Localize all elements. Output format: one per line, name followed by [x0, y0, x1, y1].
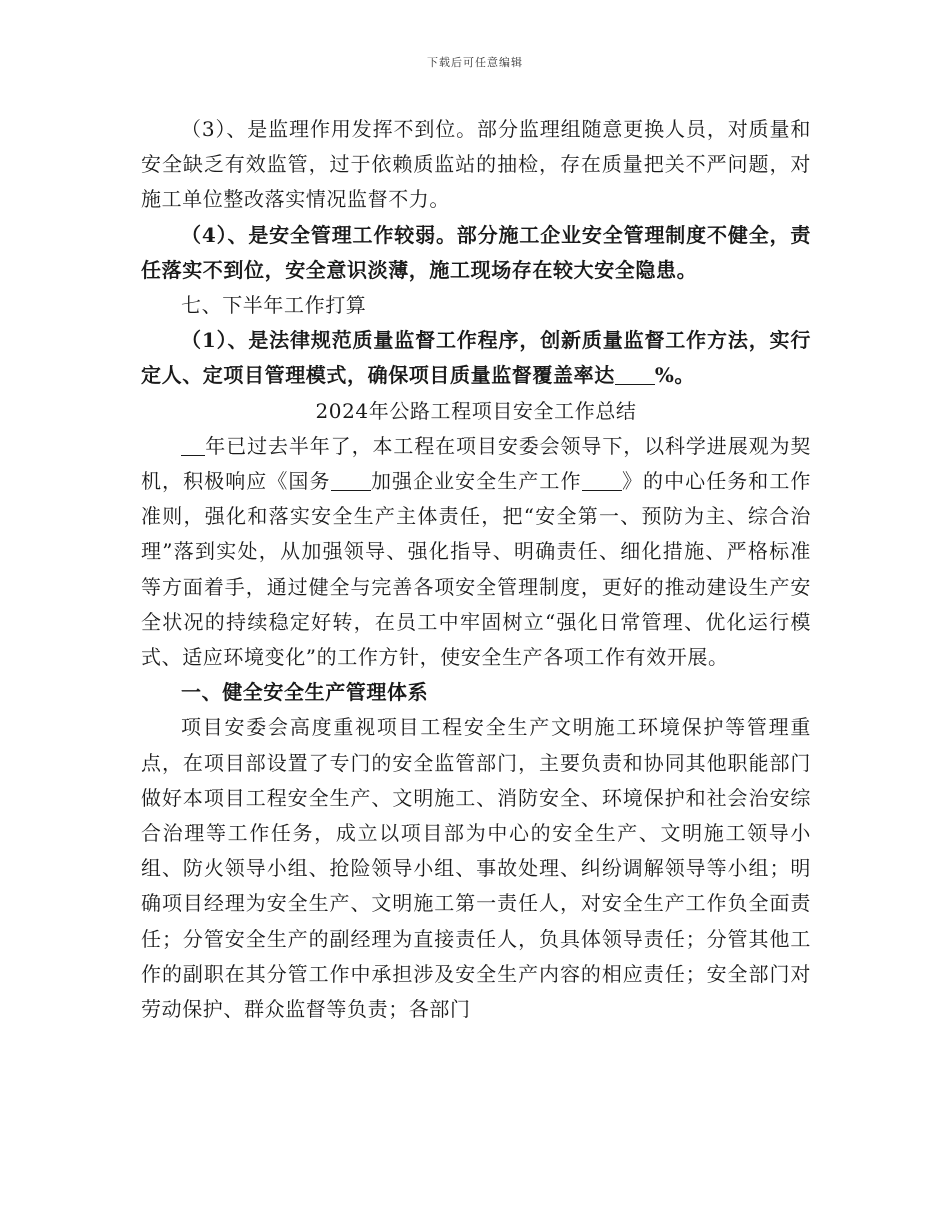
fill-blank	[615, 364, 655, 385]
document-body	[141, 112, 811, 1027]
intro-text-1: 年已过去半年了，本工程在项目安委会领导下，以科学进展观为契机，积极响应《国务	[141, 433, 811, 494]
plan-text-end: %。	[654, 363, 696, 388]
fill-blank	[181, 435, 205, 456]
paragraph-supervision-issue: （3）、是监理作用发挥不到位。部分监理组随意更换人员，对质量和安全缺乏有效监管，过于依赖质监站的抽检，存在质量把关不严问题，对施工单位整改落实情况监督不力。	[141, 117, 811, 212]
section-heading-second-half-plan: 七、下半年工作打算	[181, 293, 367, 318]
paragraph-introduction	[141, 429, 811, 675]
document-title: 2024年公路工程项目安全工作总结	[315, 398, 637, 423]
fill-blank	[582, 470, 622, 491]
intro-text-3: 》的中心任务和工作准则，强化和落实安全生产主体责任，把“安全第一、预防为主、综合治理”落到实处，从加强领导、强化指导、明确责任、细化措施、严格标准等方面着手，通过健全与完善各项安全管理制度，更好的推动建设生产安全状况的持续稳定好转，在员工中牢固树立“强化日常管理、优化运行模式、适应环境变化”的工作方针，使安全生产各项工作有效开展。	[141, 469, 812, 670]
fill-blank	[331, 470, 371, 491]
paragraph-safety-management-issue: （4）、是安全管理工作较弱。部分施工企业安全管理制度不健全，责任落实不到位，安全意识淡薄，施工现场存在较大安全隐患。	[141, 222, 811, 282]
paragraph-quality-supervision-plan	[141, 323, 811, 393]
page-header: 下载后可任意编辑	[427, 56, 523, 69]
plan-text: （1）、是法律规范质量监督工作程序，创新质量监督工作方法，实行定人、定项目管理模式，确保项目质量监督覆盖率达	[141, 328, 811, 388]
intro-text-2: 加强企业安全生产工作	[370, 469, 582, 494]
section-heading-safety-system: 一、健全安全生产管理体系	[181, 680, 429, 705]
paragraph-safety-system-detail: 项目安委会高度重视项目工程安全生产文明施工环境保护等管理重点，在项目部设置了专门的安全监管部门，主要负责和协同其他职能部门做好本项目工程安全生产、文明施工、消防安全、环境保护和社会治安综合治理等工作任务，成立以项目部为中心的安全生产、文明施工领导小组、防火领导小组、抢险领导小组、事故处理、纠纷调解领导等小组；明确项目经理为安全生产、文明施工第一责任人，对安全生产工作负全面责任；分管安全生产的副经理为直接责任人，负具体领导责任；分管其他工作的副职在其分管工作中承担涉及安全生产内容的相应责任；安全部门对劳动保护、群众监督等负责；各部门	[141, 715, 811, 1022]
